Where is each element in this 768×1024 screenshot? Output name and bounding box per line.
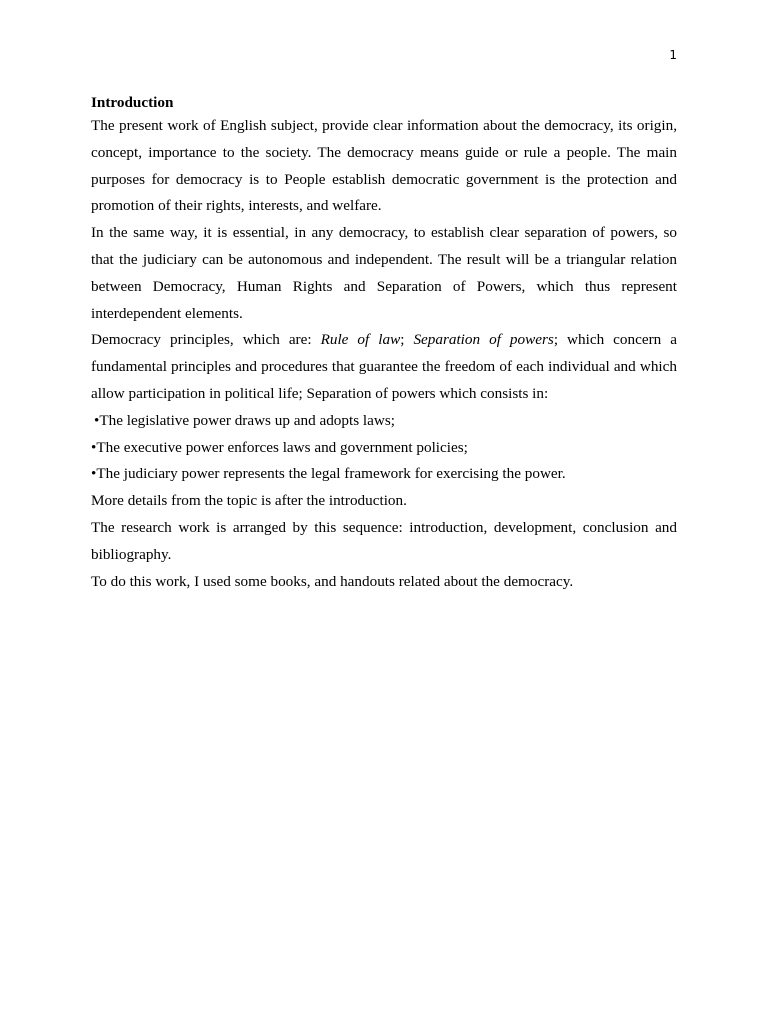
term-separator: ;: [400, 331, 414, 349]
paragraph-more-details: More details from the topic is after the introduction.: [91, 492, 407, 510]
bullet-judiciary: •The judiciary power represents the legal framework for exercising the power.: [91, 465, 566, 483]
paragraph-sources: To do this work, I used some books, and handouts related about the democracy.: [91, 572, 574, 590]
term-rule-of-law: Rule of law: [320, 331, 401, 349]
section-heading: Introduction: [91, 94, 174, 111]
document-body: [91, 93, 677, 595]
term-separation-of-powers: Separation of powers: [413, 331, 554, 349]
principles-lead: Democracy principles, which are:: [91, 331, 321, 349]
paragraph-separation-of-powers: In the same way, it is essential, in any democracy, to establish clear separation of powers, so that the judiciary can be autonomous and independent. The result will be a triangular relation between Democracy, Human Rights and Separation of Powers, which thus represent interdependent elements.: [91, 224, 677, 322]
principles-rest: ; which concern a fundamental principles and procedures that guarantee the freedom of each individual and which allow participation in political life; Separation of powers which consists in:: [91, 331, 677, 402]
paragraph-democracy-principles: [91, 327, 677, 407]
page-number: 1: [669, 48, 677, 62]
paragraph-sequence: The research work is arranged by this sequence: introduction, development, conclusion and bibliography.: [91, 518, 677, 563]
bullet-legislative: •The legislative power draws up and adopts laws;: [94, 411, 395, 429]
bullet-executive: •The executive power enforces laws and government policies;: [91, 438, 468, 456]
paragraph-purpose: The present work of English subject, provide clear information about the democracy, its origin, concept, importance to the society. The democracy means guide or rule a people. The main purposes for democracy is to People establish democratic government is the protection and promotion of their rights, interests, and welfare.: [91, 117, 677, 215]
